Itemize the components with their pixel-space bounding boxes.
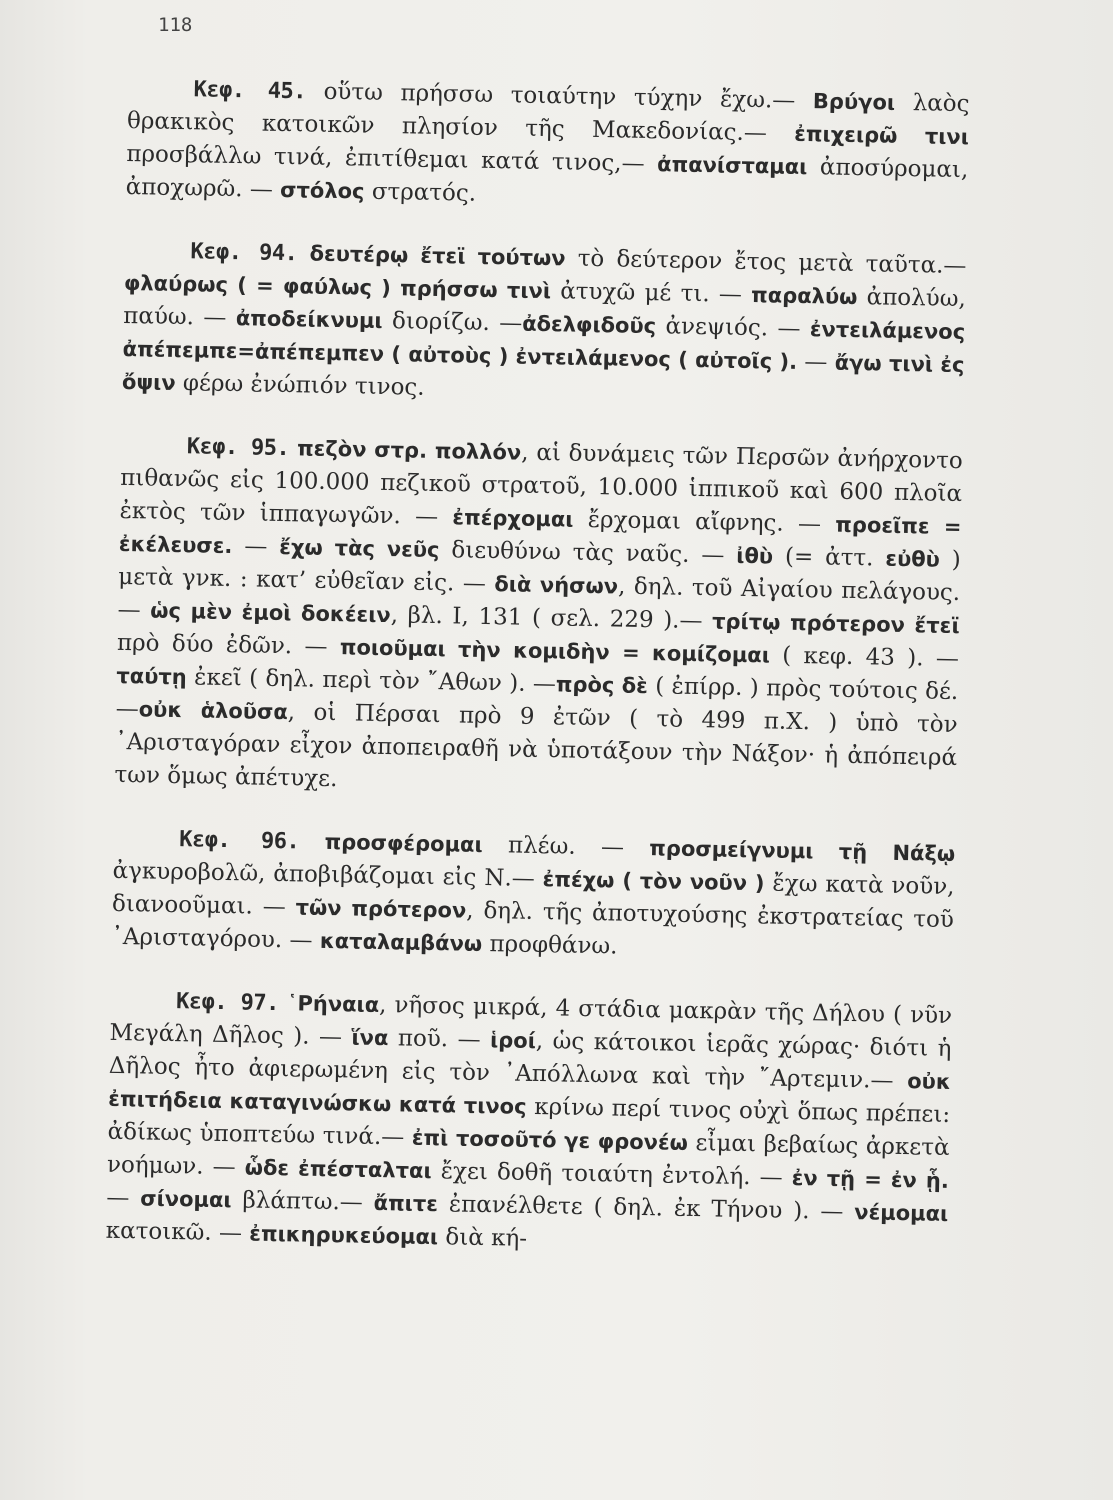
glossary-term: παραλύω xyxy=(750,283,858,310)
gloss-text: ( ἐπίρρ. ) πρὸς τούτοις δέ.— xyxy=(115,673,959,723)
glossary-term: προεῖπε = ἐκέλευσε. xyxy=(118,512,962,559)
gloss-text: ἔχει δοθῆ τοιαύτη ἐντολή. — xyxy=(431,1158,792,1191)
glossary-term: ἄγω τινὶ ἐς ὄψιν xyxy=(121,350,965,395)
gloss-text: διὰ κή- xyxy=(437,1224,528,1252)
gloss-text: — xyxy=(232,533,280,560)
glossary-term: ἄπιτε xyxy=(373,1190,439,1217)
chapter-label: Κεφ. 95. xyxy=(186,434,290,462)
gloss-text xyxy=(297,240,310,266)
gloss-text: , νῆσος μικρά, 4 στάδια μακρὰν τῆς Δήλου ( νῦν Μεγάλη Δῆλος ). — xyxy=(109,991,953,1051)
glossary-term: ἱροί xyxy=(489,1028,537,1054)
gloss-text: , δηλ. τῆς ἀποτυχούσης ἐκστρατείας τοῦ ᾽Αρισταγόρου. — xyxy=(111,897,955,954)
gloss-text: ἐπανέλθετε ( δηλ. ἐκ Τήνου ). — xyxy=(437,1191,855,1226)
glossary-term: ταύτῃ xyxy=(116,663,187,690)
glossary-term: ῾Ρήναια xyxy=(286,991,380,1017)
gloss-text: , βλ. I, 131 ( σελ. 229 ).— xyxy=(390,602,713,635)
gloss-text: διορίζω. — xyxy=(382,307,523,337)
glossary-term: προσφέρομαι xyxy=(324,829,483,857)
gloss-text: ἔχω κατὰ νοῦν, διανοοῦμαι. — xyxy=(111,870,955,921)
glossary-term: φλαύρως ( = φαύλως ) πρήσσω τινὶ xyxy=(123,270,552,304)
glossary-term: πεζὸν στρ. πολλόν xyxy=(296,436,522,465)
gloss-text: , ὡς κάτοικοι ἱερᾶς χώρας· διότι ἡ Δῆλος ἦτο ἀφιερωμένη εἰς τὸν ᾽Απόλλωνα καὶ τὴν ῎Αρτεμιν.— xyxy=(108,1028,952,1095)
gloss-text: — xyxy=(796,348,835,376)
glossary-term: ἐντειλάμενος ἀπέπεμπε=ἀπέπεμπεν ( αὐτοὺς ) ἐντειλάμενος ( αὐτοῖς ). xyxy=(122,317,966,374)
glossary-term: ἀπανίσταμαι xyxy=(656,152,808,180)
glossary-term: ἐπέχω ( τὸν νοῦν ) xyxy=(542,867,765,896)
chapter-note xyxy=(111,822,955,970)
gloss-text: ἀποσύρομαι, ἀποχωρῶ. — xyxy=(125,154,969,203)
gloss-text: ἔρχομαι αἴφνης. — xyxy=(573,506,836,538)
glossary-term: πρὸς δὲ xyxy=(555,672,649,699)
glossary-term: ἀδελφιδοῦς xyxy=(521,311,657,339)
glossary-term: ποιοῦμαι τὴν κομιδὴν = κομίζομαι xyxy=(339,635,771,668)
glossary-term: ἐπιχειρῶ τινι xyxy=(794,121,970,150)
glossary-term: τῶν πρότερον xyxy=(295,895,467,923)
gloss-text: ποῦ. — xyxy=(388,1025,491,1054)
glossary-term: οὐκ ἐπιτήδεια καταγινώσκω κατά τινος xyxy=(108,1069,951,1119)
chapter-paragraph xyxy=(122,234,967,415)
glossary-term: εὐθὺ xyxy=(885,546,941,572)
page-number: 118 xyxy=(158,14,193,36)
gloss-text: στρατός. xyxy=(364,178,477,207)
gloss-text: πλέω. — xyxy=(482,831,650,862)
glossary-term: καταλαμβάνω xyxy=(319,928,483,956)
chapter-note xyxy=(105,984,952,1264)
gloss-text: ( κεφ. 43 ). — xyxy=(769,642,960,673)
gloss-text: (= ἀττ. xyxy=(772,543,886,572)
gloss-text: ἀτυχῶ μέ τι. — xyxy=(550,278,752,309)
chapter-note xyxy=(122,234,967,415)
gloss-text: , αἱ δυνάμεις τῶν Περσῶν ἀνήρχοντο πιθανῶς εἰς 100.000 πεζικοῦ στρατοῦ, 10.000 ἱππικοῦ καὶ 600 πλοῖα ἐκτὸς τῶν ἱππαγωγῶν. — xyxy=(119,439,963,531)
gloss-text: ἀνεψιός. — xyxy=(655,313,811,343)
glossary-term: ὡς μὲν ἐμοὶ δοκέειν xyxy=(150,598,391,628)
glossary-term: ἐν τῇ = ἐν ᾗ. xyxy=(791,1165,950,1193)
glossary-term: προσμείγνυμι τῇ Νάξῳ xyxy=(649,836,956,867)
chapter-paragraph xyxy=(114,429,963,808)
chapter-paragraph xyxy=(105,984,952,1264)
glossary-term: ἵνα xyxy=(351,1025,389,1051)
gloss-text xyxy=(299,828,325,854)
gloss-text: τὸ δεύτερον ἔτος μετὰ ταῦτα.— xyxy=(565,245,967,280)
gloss-text: προσβάλλω τινά, ἐπιτίθεμαι κατά τινος,— xyxy=(126,140,658,178)
chapter-note xyxy=(114,429,963,808)
commentary-text xyxy=(105,72,970,1294)
gloss-text: διευθύνω τὰς ναῦς. — xyxy=(439,537,737,569)
glossary-term: νέμομαι xyxy=(854,1200,949,1226)
gloss-text: , οἱ Πέρσαι πρὸ 9 ἐτῶν ( τὸ 499 π.Χ. ) ὑπὸ τὸν ᾽Αρισταγόραν εἶχον ἀποπειραθῆ νὰ ὑποτάξουν τὴν Νάξον· ἡ ἀπόπειρά των ὅμως ἀπέτυχε. xyxy=(114,699,958,793)
glossary-term: στόλος xyxy=(279,177,365,204)
chapter-note xyxy=(125,72,969,220)
glossary-term: δευτέρῳ ἔτεϊ τούτων xyxy=(309,241,566,271)
chapter-label: Κεφ. 45. xyxy=(193,77,307,105)
chapter-label: Κεφ. 97. xyxy=(175,989,280,1017)
gloss-text: , δηλ. τοῦ Αἰγαίου πελάγους.— xyxy=(117,573,961,624)
gloss-text: — xyxy=(106,1184,141,1212)
chapter-paragraph xyxy=(125,72,969,220)
glossary-term: ἰθὺ xyxy=(736,543,774,569)
gloss-text: κρίνω περί τινος οὐχὶ ὅπως πρέπει: ἀδίκως ὑποπτεύω τινά.— xyxy=(107,1093,951,1151)
chapter-label: Κεφ. 96. xyxy=(179,827,300,855)
glossary-term: σίνομαι xyxy=(140,1186,232,1213)
glossary-term: ὧδε ἐπέσταλται xyxy=(244,1155,432,1184)
gloss-text: ἀγκυροβολῶ, ἀποβιβάζομαι εἰς Ν.— xyxy=(112,857,543,893)
glossary-term: ἐπέρχομαι xyxy=(452,505,574,532)
glossary-term: τρίτῳ πρότερον ἔτεϊ xyxy=(711,609,960,639)
gloss-text: βλάπτω.— xyxy=(231,1187,374,1216)
gloss-text: ) μετὰ γνκ. : κατ’ εὐθεῖαν εἰς. — xyxy=(118,546,962,598)
gloss-text: εἶμαι βεβαίως ἀρκετὰ νοήμων. — xyxy=(106,1129,950,1181)
glossary-term: ἀποδείκνυμι xyxy=(235,306,383,333)
glossary-term: διὰ νήσων xyxy=(494,572,619,599)
glossary-term: ἐπικηρυκεύομαι xyxy=(249,1221,439,1250)
gloss-text: πρὸ δύο ἐδῶν. — xyxy=(116,629,341,661)
chapter-paragraph xyxy=(111,822,955,970)
gloss-text: ἐκεῖ ( δηλ. περὶ τὸν ῎Αθων ). — xyxy=(186,664,557,698)
glossary-term: οὐκ ἁλοῦσα xyxy=(138,697,289,725)
gloss-text: ἀπολύω, παύω. — xyxy=(123,284,967,332)
glossary-term: ἐπὶ τοσοῦτό γε φρονέω xyxy=(411,1125,689,1155)
gloss-text: κατοικῶ. — xyxy=(105,1217,250,1247)
gloss-text: λαὸς θρακικὸς κατοικῶν πλησίον τῆς Μακεδονίας.— xyxy=(126,89,970,147)
chapter-label: Κεφ. 94. xyxy=(190,239,298,267)
gloss-text: προφθάνω. xyxy=(481,930,618,960)
glossary-term: Βρύγοι xyxy=(812,89,896,115)
gloss-text: φέρω ἐνώπιόν τινος. xyxy=(175,369,425,401)
glossary-term: ἔχω τὰς νεῦς xyxy=(279,534,440,563)
gloss-text: οὕτω πρήσσω τοιαύτην τύχην ἔχω.— xyxy=(305,78,814,115)
